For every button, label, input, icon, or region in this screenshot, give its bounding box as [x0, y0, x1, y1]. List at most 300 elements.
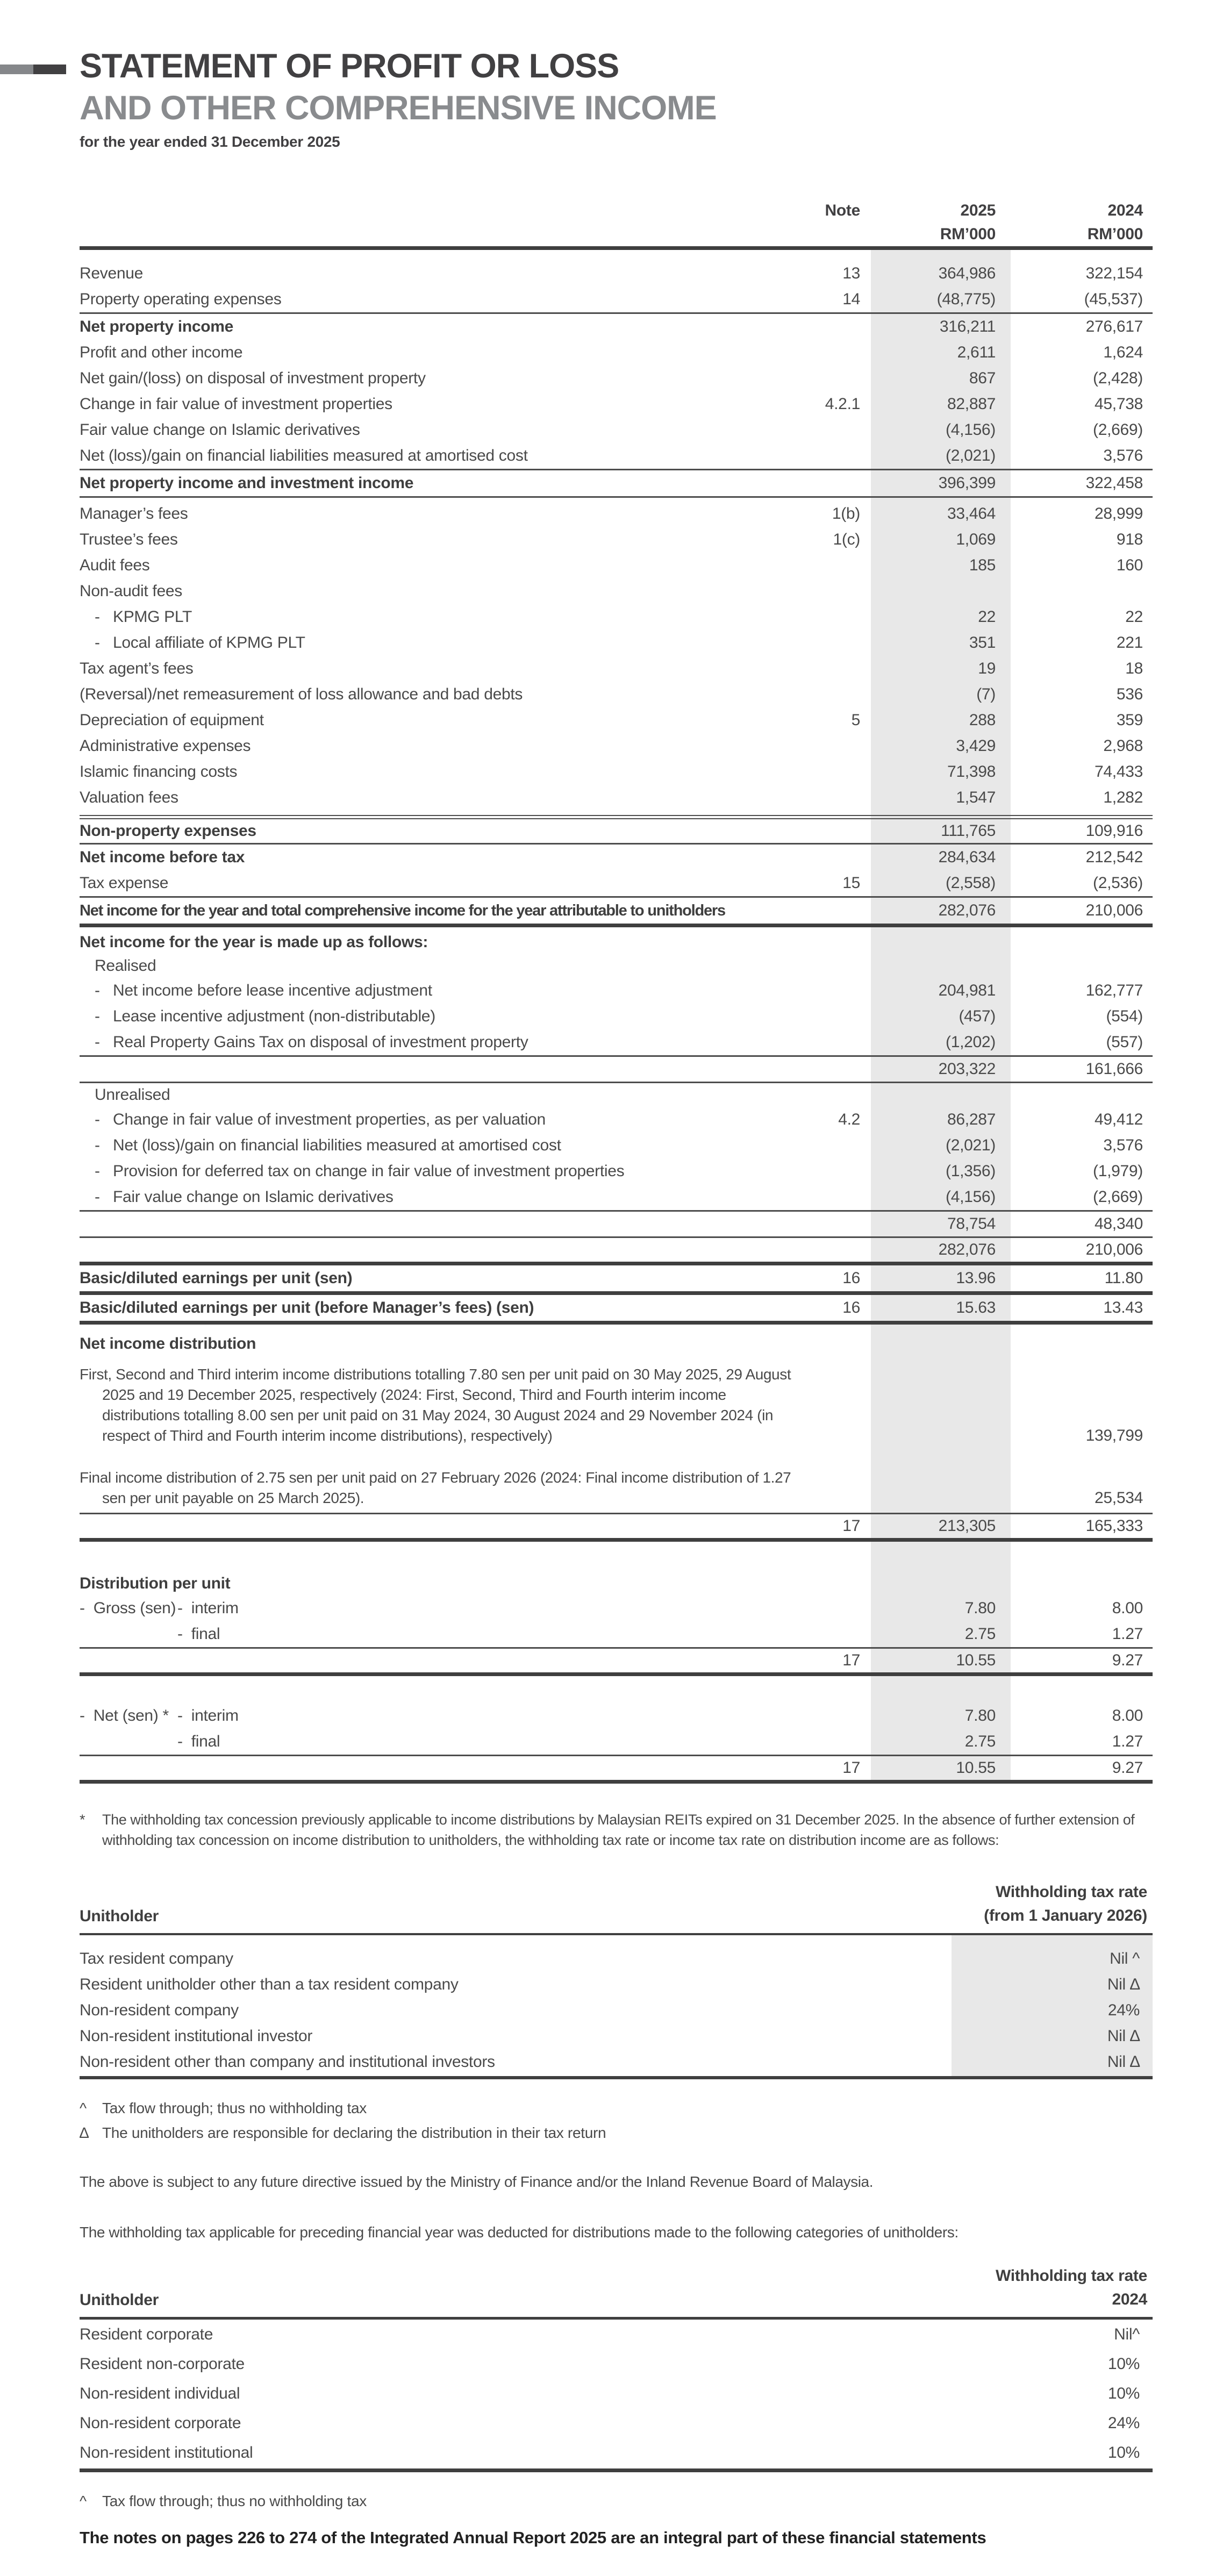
value-2024: 212,542: [1085, 848, 1143, 866]
row-label: [80, 1136, 785, 1155]
dash-bullet: -: [95, 634, 100, 652]
row-label: Tax expense: [80, 874, 169, 892]
value-2024: 28,999: [1095, 505, 1143, 523]
note-value: 5: [851, 711, 860, 729]
page-title-line1: STATEMENT OF PROFIT OR LOSS: [80, 47, 619, 85]
dash-bullet: -: [95, 1111, 100, 1128]
value-2024: 11.80: [1104, 1269, 1143, 1287]
row-label: Manager’s fees: [80, 505, 188, 523]
table-row: [80, 604, 1153, 630]
table-row: [80, 1238, 1153, 1262]
row-label: [80, 634, 785, 652]
table-row: [80, 1295, 1153, 1321]
rate-value: 10%: [1107, 2355, 1140, 2373]
value-2024: 210,006: [1085, 901, 1143, 919]
table-row: [80, 1265, 1153, 1291]
row-label: Fair value change on Islamic derivatives: [80, 421, 360, 439]
value-2024: (2,428): [1093, 369, 1143, 387]
value-2025: 33,464: [947, 505, 996, 523]
spacer: [80, 1542, 1153, 1572]
unitholder-label: Non-resident individual: [80, 2384, 240, 2402]
row-label: Property operating expenses: [80, 290, 282, 308]
note-value: 4.2.1: [825, 395, 860, 413]
unitholder-label: Non-resident company: [80, 2001, 239, 2019]
dash-bullet: -: [95, 608, 100, 626]
row-label: Depreciation of equipment: [80, 711, 264, 729]
value-2024: 162,777: [1085, 982, 1143, 999]
rate-header: Withholding tax rate (from 1 January 2026): [984, 1883, 1147, 1924]
value-2024: 1,624: [1103, 344, 1143, 361]
table-row: [80, 287, 1153, 312]
value-2025: (2,021): [946, 447, 996, 464]
rule: [80, 1780, 1153, 1784]
dash-bullet: -: [95, 1188, 100, 1206]
unitholder-label: Non-resident corporate: [80, 2414, 241, 2432]
table-row: [80, 931, 1153, 954]
value-2024: (45,537): [1084, 290, 1143, 308]
table-row: [80, 2379, 1153, 2408]
column-header-2024: 2024: [1107, 202, 1143, 219]
value-2024: 359: [1116, 711, 1143, 729]
rate-value: Nil ∆: [1107, 1976, 1140, 1993]
value-2025: 203,322: [938, 1060, 996, 1078]
rule: [80, 924, 1153, 927]
value-2025: 284,634: [938, 848, 996, 866]
note-value: 17: [842, 1517, 860, 1535]
value-2025: (1,202): [946, 1033, 996, 1051]
table-row: [80, 1212, 1153, 1236]
table-row: [80, 656, 1153, 682]
row-label: Non-property expenses: [80, 822, 256, 840]
value-2024: 165,333: [1085, 1517, 1143, 1535]
row-label: [80, 1707, 785, 1725]
table-row: [80, 954, 1153, 978]
row-label: [80, 1111, 785, 1129]
rate-value: Nil^: [1114, 2325, 1140, 2343]
value-2025: 111,765: [941, 822, 996, 840]
row-label: Net income for the year and total comprehensive income for the year attributable to unitholders: [80, 901, 725, 919]
column-unit-2024: RM’000: [1087, 225, 1143, 243]
value-2024: 3,576: [1103, 1136, 1143, 1154]
row-label: Unrealised: [95, 1086, 170, 1104]
unitholder-label: Tax resident company: [80, 1950, 233, 1967]
value-2025: (2,558): [946, 874, 996, 892]
unitholder-label: Non-resident other than company and institutional investors: [80, 2053, 495, 2071]
value-2025: 867: [969, 369, 996, 387]
value-2025: 71,398: [947, 763, 996, 781]
row-label-text: Real Property Gains Tax on disposal of investment property: [113, 1033, 528, 1051]
dash-bullet: -: [95, 1162, 100, 1180]
caret-footnote: ^ Tax flow through; thus no withholding tax: [80, 2493, 367, 2509]
directive-paragraph: The above is subject to any future directive issued by the Ministry of Finance and/or the Inland Revenue Board of Malaysia.: [80, 2173, 874, 2190]
table-row: [80, 1332, 1153, 1356]
reporting-period: for the year ended 31 December 2025: [80, 133, 340, 150]
row-label-text: Net income before lease incentive adjustment: [113, 982, 432, 999]
value-2024: 322,154: [1085, 264, 1143, 282]
note-value: 16: [842, 1269, 860, 1287]
table-body: [80, 246, 1153, 1784]
row-label: [80, 1162, 785, 1180]
table-row: [80, 2438, 1153, 2467]
row-label: [80, 1033, 785, 1051]
table-row: [80, 870, 1153, 896]
value-2025: 364,986: [938, 264, 996, 282]
table-row: [80, 1703, 1153, 1729]
row-label: Tax agent’s fees: [80, 660, 194, 677]
value-2025: 2.75: [964, 1733, 996, 1750]
asterisk-marker: *: [80, 1812, 85, 1828]
symbol-note: [80, 2122, 1153, 2144]
table-row: [80, 759, 1153, 785]
note-value: 1(c): [833, 531, 860, 548]
row-label: [80, 608, 785, 626]
row-label: Net property income and investment income: [80, 474, 414, 492]
note-value: 13: [842, 264, 860, 282]
row-label: [80, 1007, 785, 1026]
table-row: [80, 366, 1153, 391]
value-2024: 210,006: [1085, 1241, 1143, 1258]
unitholder-header: Unitholder: [80, 1907, 159, 1925]
value-2025: 282,076: [938, 901, 996, 919]
value-2025: 204,981: [938, 982, 996, 999]
rate-header: Withholding tax rate 2024: [995, 2267, 1147, 2308]
row-label: Net income distribution: [80, 1335, 256, 1353]
table-row: [80, 1621, 1153, 1647]
value-2025: (7): [976, 685, 996, 703]
rule: [80, 1321, 1153, 1325]
table-row: [80, 470, 1153, 496]
table-row: [80, 707, 1153, 733]
table-row: [80, 527, 1153, 553]
withholding-table-2024-header: [80, 2264, 1153, 2312]
rate-value: 24%: [1107, 2414, 1140, 2432]
value-2024: 1.27: [1112, 1625, 1143, 1643]
value-2024: 48,340: [1095, 1215, 1143, 1233]
value-2024: 918: [1116, 531, 1143, 548]
table-row: [80, 391, 1153, 417]
page-corner-marker: [0, 65, 66, 74]
table-row: [80, 1756, 1153, 1780]
value-2025: 10.55: [956, 1651, 996, 1669]
row-label-text: Fair value change on Islamic derivatives: [113, 1188, 394, 1206]
table-row: [80, 2349, 1153, 2379]
symbol-notes: [80, 2098, 1153, 2144]
table-row: [80, 733, 1153, 759]
table-row: [80, 2408, 1153, 2438]
table-row: [80, 340, 1153, 366]
rule: [80, 1262, 1153, 1265]
table-row: [80, 785, 1153, 811]
row-label: [80, 1733, 785, 1751]
note-marker: ∆: [80, 2124, 89, 2141]
value-2024: 161,666: [1085, 1060, 1143, 1078]
value-2024: 322,458: [1085, 474, 1143, 492]
value-2025: 22: [978, 608, 996, 626]
page-title-line2: AND OTHER COMPREHENSIVE INCOME: [80, 89, 717, 127]
note-marker: ^: [80, 2100, 87, 2116]
value-2024: 8.00: [1112, 1599, 1143, 1617]
table-row: [80, 1946, 1153, 1972]
value-2025: (457): [959, 1007, 996, 1025]
row-label: [80, 1625, 785, 1643]
rate-value: Nil ∆: [1107, 2053, 1140, 2071]
row-label: Non-audit fees: [80, 582, 182, 600]
table-row: [80, 2049, 1153, 2075]
dash-bullet: -: [95, 1136, 100, 1154]
distribution-sub-label: - interim: [177, 1707, 239, 1725]
value-2024: (2,669): [1093, 1188, 1143, 1206]
value-2025: 86,287: [947, 1111, 996, 1128]
table-row: [80, 1572, 1153, 1595]
row-label: First, Second and Third interim income distributions totalling 7.80 sen per unit paid on 30 May 2025, 29 August 2025 and 19 December 2025, respectively (2024: First, Second, Third and Fourth interim income distributions totalling 8.00 sen per unit paid on 31 May 2024, 30 August 2024 and 29 November 2024 (in respect of Third and Fourth interim income distributions), respectively): [80, 1366, 791, 1444]
distribution-type-label: - Net (sen) *: [80, 1707, 169, 1725]
note-value: 1(b): [832, 505, 860, 523]
row-label: Islamic financing costs: [80, 763, 238, 781]
value-2024: (557): [1106, 1033, 1143, 1051]
value-2024: 25,534: [1095, 1489, 1143, 1507]
symbol-note: [80, 2098, 1153, 2119]
table-row: [80, 819, 1153, 843]
row-label: [80, 982, 785, 1000]
statement-page: [80, 0, 1153, 2548]
table-row: [80, 1972, 1153, 1998]
table-row: [80, 1595, 1153, 1621]
row-label: Change in fair value of investment properties: [80, 395, 392, 413]
spacer: [80, 1676, 1153, 1703]
table-row: [80, 1133, 1153, 1158]
rule: [80, 2076, 1153, 2079]
value-2024: 1.27: [1112, 1733, 1143, 1750]
value-2025: 7.80: [964, 1707, 996, 1725]
table-row: [80, 978, 1153, 1004]
marker-dark-segment: [33, 65, 66, 74]
row-label-text: Change in fair value of investment properties, as per valuation: [113, 1111, 546, 1128]
value-2025: (2,021): [946, 1136, 996, 1154]
table-row: [80, 1083, 1153, 1107]
row-label: Profit and other income: [80, 344, 243, 361]
value-2025: 316,211: [939, 318, 996, 335]
table-row: [80, 501, 1153, 527]
table-header-units-row: [80, 223, 1153, 246]
table-row: [80, 898, 1153, 924]
value-2025: (1,356): [946, 1162, 996, 1180]
table-row: [80, 1004, 1153, 1029]
value-2024: 276,617: [1085, 318, 1143, 335]
row-label: Basic/diluted earnings per unit (sen): [80, 1269, 353, 1287]
row-label-text: Lease incentive adjustment (non-distributable): [113, 1007, 435, 1025]
value-2025: 82,887: [947, 395, 996, 413]
row-label: Distribution per unit: [80, 1575, 231, 1592]
table-row: [80, 2320, 1153, 2349]
table-row: [80, 1158, 1153, 1184]
row-label-text: Provision for deferred tax on change in fair value of investment properties: [113, 1162, 625, 1180]
row-label: (Reversal)/net remeasurement of loss allowance and bad debts: [80, 685, 523, 703]
table-row: [80, 1649, 1153, 1672]
row-label: Net (loss)/gain on financial liabilities measured at amortised cost: [80, 447, 528, 464]
table-row: [80, 553, 1153, 578]
value-2025: 78,754: [947, 1215, 996, 1233]
distribution-sub-label: - final: [177, 1625, 220, 1643]
row-label: [80, 1599, 785, 1618]
rate-value: Nil ^: [1110, 1950, 1140, 1967]
value-2024: 49,412: [1095, 1111, 1143, 1128]
value-2024: 160: [1116, 556, 1143, 574]
value-2025: (4,156): [946, 1188, 996, 1206]
value-2025: (48,775): [936, 290, 996, 308]
table-row: [80, 443, 1153, 469]
note-text: The unitholders are responsible for declaring the distribution in their tax return: [102, 2124, 606, 2141]
value-2024: 139,799: [1085, 1427, 1143, 1444]
rate-value: Nil ∆: [1107, 2027, 1140, 2045]
unitholder-label: Resident non-corporate: [80, 2355, 245, 2373]
value-2024: 22: [1125, 608, 1143, 626]
row-label: Audit fees: [80, 556, 150, 574]
withholding-table-2024: [80, 2264, 1153, 2472]
table-row: [80, 417, 1153, 443]
profit-or-loss-table: [80, 246, 1153, 1784]
note-value: 17: [842, 1651, 860, 1669]
value-2024: 45,738: [1095, 395, 1143, 413]
row-label: Net gain/(loss) on disposal of investment property: [80, 369, 426, 387]
row-label-text: Local affiliate of KPMG PLT: [113, 634, 305, 652]
value-2024: (554): [1106, 1007, 1143, 1025]
table-row: [80, 1998, 1153, 2023]
column-header-note: Note: [825, 202, 860, 219]
rule: [80, 2468, 1153, 2472]
rate-value: 10%: [1107, 2384, 1140, 2402]
value-2024: 3,576: [1103, 447, 1143, 464]
value-2024: 9.27: [1112, 1759, 1143, 1777]
table-row: [80, 1729, 1153, 1755]
rule: [80, 246, 1153, 250]
dash-bullet: -: [95, 1033, 100, 1051]
table-row: [80, 1184, 1153, 1210]
row-label: Basic/diluted earnings per unit (before Manager’s fees) (sen): [80, 1299, 534, 1316]
note-value: 16: [842, 1299, 860, 1316]
table-row: [80, 1514, 1153, 1538]
rate-value: 24%: [1107, 2001, 1140, 2019]
distribution-type-label: - Gross (sen): [80, 1599, 176, 1617]
dash-bullet: -: [95, 1007, 100, 1025]
spacer: [80, 1325, 1153, 1332]
row-label-text: KPMG PLT: [113, 608, 192, 626]
rule: [80, 815, 1153, 819]
value-2025: 15.63: [956, 1299, 996, 1316]
value-2025: 19: [978, 660, 996, 677]
value-2024: (1,979): [1093, 1162, 1143, 1180]
table-header-row: [80, 199, 1153, 223]
row-label: Net income before tax: [80, 848, 245, 866]
rate-value: 10%: [1107, 2443, 1140, 2461]
value-2025: 13.96: [956, 1269, 996, 1287]
dash-bullet: -: [95, 982, 100, 999]
value-2025: 1,069: [956, 531, 996, 548]
withholding-footnote: [80, 1809, 1153, 1850]
table-row: [80, 630, 1153, 656]
withholding-table-2026-header: [80, 1880, 1153, 1928]
row-label: Administrative expenses: [80, 737, 251, 755]
row-label: Realised: [95, 957, 156, 975]
spacer: [80, 250, 1153, 261]
unitholder-label: Resident unitholder other than a tax resident company: [80, 1976, 459, 1993]
value-2024: 8.00: [1112, 1707, 1143, 1725]
table-row: [80, 578, 1153, 604]
value-2024: 9.27: [1112, 1651, 1143, 1669]
value-2024: (2,536): [1093, 874, 1143, 892]
value-2025: 2.75: [964, 1625, 996, 1643]
table-row: [80, 1057, 1153, 1082]
row-label-text: Net (loss)/gain on financial liabilities measured at amortised cost: [113, 1136, 561, 1154]
row-label: Net income for the year is made up as follows:: [80, 933, 428, 951]
value-2024: 109,916: [1085, 822, 1143, 840]
value-2025: 282,076: [938, 1241, 996, 1258]
distribution-sub-label: - interim: [177, 1599, 239, 1617]
value-2024: 2,968: [1103, 737, 1143, 755]
unitholder-header: Unitholder: [80, 2291, 159, 2309]
value-2025: 351: [969, 634, 996, 652]
value-2025: 3,429: [956, 737, 996, 755]
value-2025: (4,156): [946, 421, 996, 439]
row-label: [80, 1188, 785, 1206]
table-row: [80, 2023, 1153, 2049]
value-2024: 18: [1125, 660, 1143, 677]
withholding-footnote-text: The withholding tax concession previously applicable to income distributions by Malaysian REITs expired on 31 December 2025. In the absence of further extension of withholding tax concession on income distribution to unitholders, the withholding tax rate or income tax rate on distribution income are as follows:: [102, 1812, 1135, 1848]
note-value: 17: [842, 1759, 860, 1777]
value-2025: 10.55: [956, 1759, 996, 1777]
withholding-table-2026: [80, 1880, 1153, 2079]
table-row: [80, 1107, 1153, 1133]
note-value: 15: [842, 874, 860, 892]
rule: [80, 1672, 1153, 1676]
value-2024: 536: [1116, 685, 1143, 703]
preceding-year-paragraph: The withholding tax applicable for preceding financial year was deducted for distributions made to the following categories of unitholders:: [80, 2224, 959, 2241]
value-2025: 2,611: [957, 344, 996, 361]
column-unit-2025: RM’000: [940, 225, 996, 243]
note-value: 14: [842, 290, 860, 308]
table-row: [80, 682, 1153, 707]
value-2024: 1,282: [1103, 789, 1143, 806]
table-row: [80, 845, 1153, 870]
table-row: [80, 314, 1153, 340]
unitholder-label: Non-resident institutional: [80, 2443, 253, 2461]
row-label: Final income distribution of 2.75 sen per unit paid on 27 February 2026 (2024: Final income distribution of 1.27 sen per unit payable on 25 March 2025).: [80, 1469, 791, 1506]
value-2024: 13.43: [1103, 1299, 1143, 1316]
spacer: [80, 811, 1153, 815]
unitholder-label: Resident corporate: [80, 2325, 213, 2343]
notes-reference-footer: The notes on pages 226 to 274 of the Integrated Annual Report 2025 are an integral part of these financial statements: [80, 2528, 986, 2547]
value-2024: 74,433: [1095, 763, 1143, 781]
note-value: 4.2: [838, 1111, 860, 1128]
note-text: Tax flow through; thus no withholding tax: [102, 2100, 367, 2116]
row-label: Net property income: [80, 318, 234, 335]
value-2024: 221: [1116, 634, 1143, 652]
value-2025: 213,305: [938, 1517, 996, 1535]
marker-light-segment: [0, 65, 33, 74]
distribution-sub-label: - final: [177, 1733, 220, 1750]
value-2025: 396,399: [938, 474, 996, 492]
rule: [80, 1538, 1153, 1542]
value-2025: 7.80: [964, 1599, 996, 1617]
value-2025: 288: [969, 711, 996, 729]
withholding-table-2026-body: [80, 1935, 1153, 2079]
table-row: [80, 1029, 1153, 1055]
column-header-2025: 2025: [960, 202, 996, 219]
value-2024: (2,669): [1093, 421, 1143, 439]
value-2025: 185: [969, 556, 996, 574]
row-label: Revenue: [80, 264, 143, 282]
row-label: Trustee’s fees: [80, 531, 178, 548]
value-2025: 1,547: [956, 789, 996, 806]
